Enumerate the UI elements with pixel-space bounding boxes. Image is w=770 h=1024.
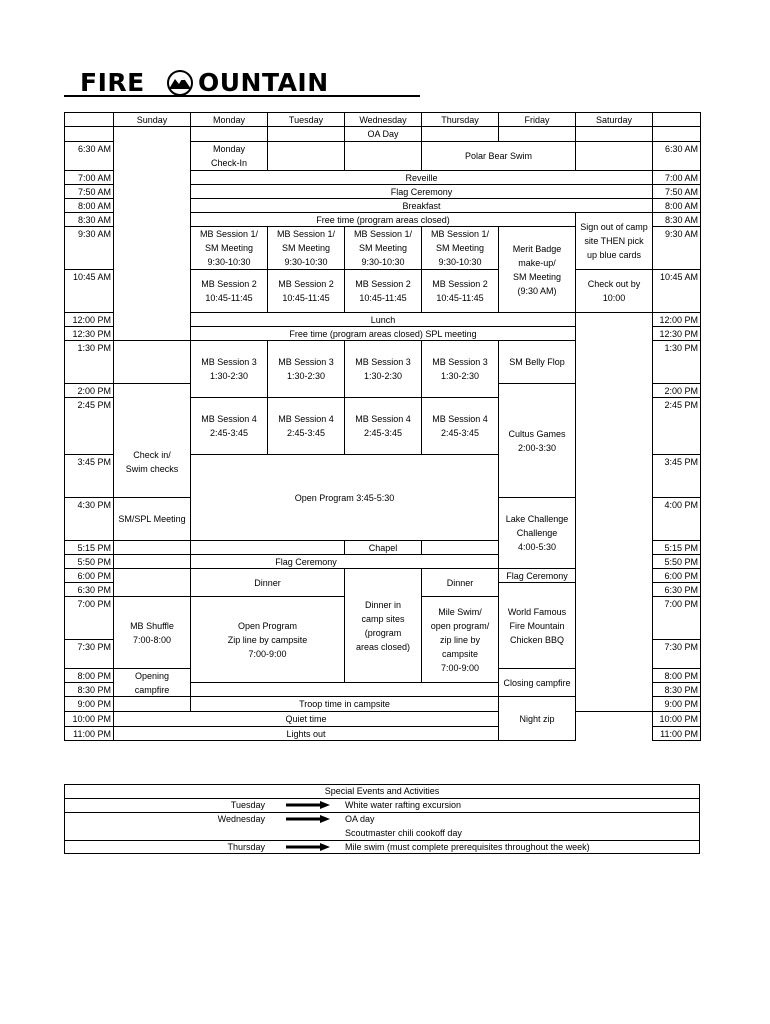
mb-session-2: MB Session 2 10:45-11:45 [190,269,268,313]
time-right: 11:00 PM [652,726,701,741]
arrow-right-icon [286,843,330,851]
mb-session-1: MB Session 1/ SM Meeting 9:30-10:30 [267,226,345,270]
mb-session-4: MB Session 4 2:45-3:45 [190,397,268,455]
special-day-wednesday: Wednesday [217,814,265,824]
mb-session-1: MB Session 1/ SM Meeting 9:30-10:30 [421,226,499,270]
time-right: 8:30 PM [652,682,701,697]
troop-time: Troop time in campsite [190,696,499,712]
time-right: 9:30 AM [652,226,701,270]
arrow-right-icon [286,801,330,809]
open-program: Open Program 3:45-5:30 [190,454,499,541]
mile-swim: Mile Swim/ open program/ zip line by campsite 7:00-9:00 [421,596,499,683]
time-right: 10:45 AM [652,269,701,313]
time-left: 3:45 PM [64,454,114,498]
reveille: Reveille [190,170,653,185]
blank-cell [267,126,345,142]
logo-text-fire: FIRE [80,68,145,97]
blank-cell [267,141,345,171]
blank-cell [421,540,499,555]
special-events-title: Special Events and Activities [324,786,440,796]
blank-cell [575,126,653,142]
time-left: 6:00 PM [64,568,114,583]
mb-session-2: MB Session 2 10:45-11:45 [344,269,422,313]
flag-ceremony-am: Flag Ceremony [190,184,653,199]
blank-cell [575,141,653,171]
mb-shuffle: MB Shuffle 7:00-8:00 [113,596,191,669]
time-left: 10:00 PM [64,711,114,727]
time-right: 9:00 PM [652,696,701,712]
open-program-zip: Open Program Zip line by campsite 7:00-9:00 [190,596,345,683]
blank-cell [498,126,576,142]
quiet-time: Quiet time [113,711,499,727]
flag-ceremony-fri: Flag Ceremony [498,568,576,583]
mb-session-3: MB Session 3 1:30-2:30 [421,340,499,398]
time-right: 2:45 PM [652,397,701,455]
lunch: Lunch [190,312,576,327]
mb-session-1: MB Session 1/ SM Meeting 9:30-10:30 [344,226,422,270]
time-left: 10:45 AM [64,269,114,313]
time-blank-right [652,126,701,142]
time-right: 6:30 AM [652,141,701,171]
special-event-text: Scoutmaster chili cookoff day [345,828,462,838]
check-out: Check out by 10:00 [575,269,653,313]
blank-cell [190,540,345,555]
day-header-monday: Monday [190,112,268,127]
time-right: 7:30 PM [652,639,701,669]
flag-ceremony-pm: Flag Ceremony [113,554,499,569]
merit-badge-makeup: Merit Badge make-up/ SM Meeting (9:30 AM) [498,226,576,313]
sm-belly-flop: SM Belly Flop [498,340,576,384]
time-left: 8:00 AM [64,198,114,213]
blank-cell [344,141,422,171]
time-left: 8:30 PM [64,682,114,697]
sign-out: Sign out of camp site THEN pick up blue cards [575,212,653,270]
opening-campfire: Opening campfire [113,668,191,697]
day-header-thursday: Thursday [421,112,499,127]
time-left: 9:00 PM [64,696,114,712]
oa-day: OA Day [344,126,422,142]
checkin-swim: Check in/ Swim checks [113,383,191,541]
chapel: Chapel [344,540,422,555]
time-right: 5:50 PM [652,554,701,569]
time-left: 12:30 PM [64,326,114,341]
time-right: 6:30 PM [652,582,701,597]
header-blank-right [652,112,701,127]
time-left: 5:15 PM [64,540,114,555]
time-left: 6:30 PM [64,582,114,597]
mb-session-3: MB Session 3 1:30-2:30 [190,340,268,398]
time-right: 4:00 PM [652,497,701,541]
time-right: 12:30 PM [652,326,701,341]
time-left: 6:30 AM [64,141,114,171]
mb-session-4: MB Session 4 2:45-3:45 [421,397,499,455]
time-left: 1:30 PM [64,340,114,384]
time-left: 7:50 AM [64,184,114,199]
day-header-sunday: Sunday [113,112,191,127]
mb-session-2: MB Session 2 10:45-11:45 [421,269,499,313]
mb-session-1: MB Session 1/ SM Meeting 9:30-10:30 [190,226,268,270]
time-left: 5:50 PM [64,554,114,569]
time-right: 6:00 PM [652,568,701,583]
time-right: 7:00 PM [652,596,701,640]
time-left: 11:00 PM [64,726,114,741]
dinner-in-camp: Dinner in camp sites (program areas closed) [344,568,422,683]
dinner-thursday: Dinner [421,568,499,597]
time-left: 12:00 PM [64,312,114,327]
blank-cell [190,126,268,142]
time-right: 3:45 PM [652,454,701,498]
free-time-am: Free time (program areas closed) [190,212,576,227]
logo-text-ountain: OUNTAIN [198,68,329,97]
time-left: 7:30 PM [64,639,114,669]
dinner: Dinner [190,568,345,597]
time-right: 2:00 PM [652,383,701,398]
time-left: 9:30 AM [64,226,114,270]
arrow-right-icon [286,815,330,823]
closing-campfire: Closing campfire [498,668,576,697]
monday-checkin: Monday Check-In [190,141,268,171]
blank-cell [421,126,499,142]
time-left: 8:00 PM [64,668,114,683]
day-header-friday: Friday [498,112,576,127]
time-right: 10:00 PM [652,711,701,727]
special-event-text: White water rafting excursion [345,800,462,810]
special-event-text: Mile swim (must complete prerequisites throughout the week) [345,842,590,852]
time-right: 1:30 PM [652,340,701,384]
day-header-saturday: Saturday [575,112,653,127]
sunday-block [113,126,191,341]
time-left: 7:00 PM [64,596,114,640]
special-events-box [64,784,700,854]
special-event-text: OA day [345,814,375,824]
polar-bear-swim: Polar Bear Swim [421,141,576,171]
header-blank-left [64,112,114,127]
special-day-tuesday: Tuesday [230,800,265,810]
time-left: 4:30 PM [64,497,114,541]
time-right: 12:00 PM [652,312,701,327]
mb-session-3: MB Session 3 1:30-2:30 [267,340,345,398]
time-right: 8:30 AM [652,212,701,227]
mb-session-2: MB Session 2 10:45-11:45 [267,269,345,313]
special-day-thursday: Thursday [227,842,265,852]
breakfast: Breakfast [190,198,653,213]
chicken-bbq: World Famous Fire Mountain Chicken BBQ [498,582,576,669]
time-left: 7:00 AM [64,170,114,185]
day-header-tuesday: Tuesday [267,112,345,127]
time-right: 8:00 AM [652,198,701,213]
day-header-wednesday: Wednesday [344,112,422,127]
time-left: 2:45 PM [64,397,114,455]
time-blank-left [64,126,114,142]
free-time-pm: Free time (program areas closed) SPL meeting [190,326,576,341]
lights-out: Lights out [113,726,499,741]
time-right: 8:00 PM [652,668,701,683]
night-zip: Night zip [498,696,576,741]
time-left: 2:00 PM [64,383,114,398]
mb-session-4: MB Session 4 2:45-3:45 [344,397,422,455]
mb-session-3: MB Session 3 1:30-2:30 [344,340,422,398]
time-right: 7:50 AM [652,184,701,199]
time-right: 7:00 AM [652,170,701,185]
time-right: 5:15 PM [652,540,701,555]
lake-challenge: Lake Challenge Challenge 4:00-5:30 [498,497,576,569]
cultus-games: Cultus Games 2:00-3:30 [498,383,576,498]
sunday-blank [113,340,191,384]
mb-session-4: MB Session 4 2:45-3:45 [267,397,345,455]
time-left: 8:30 AM [64,212,114,227]
sm-spl-meeting: SM/SPL Meeting [113,497,191,541]
saturday-blank [575,312,653,712]
